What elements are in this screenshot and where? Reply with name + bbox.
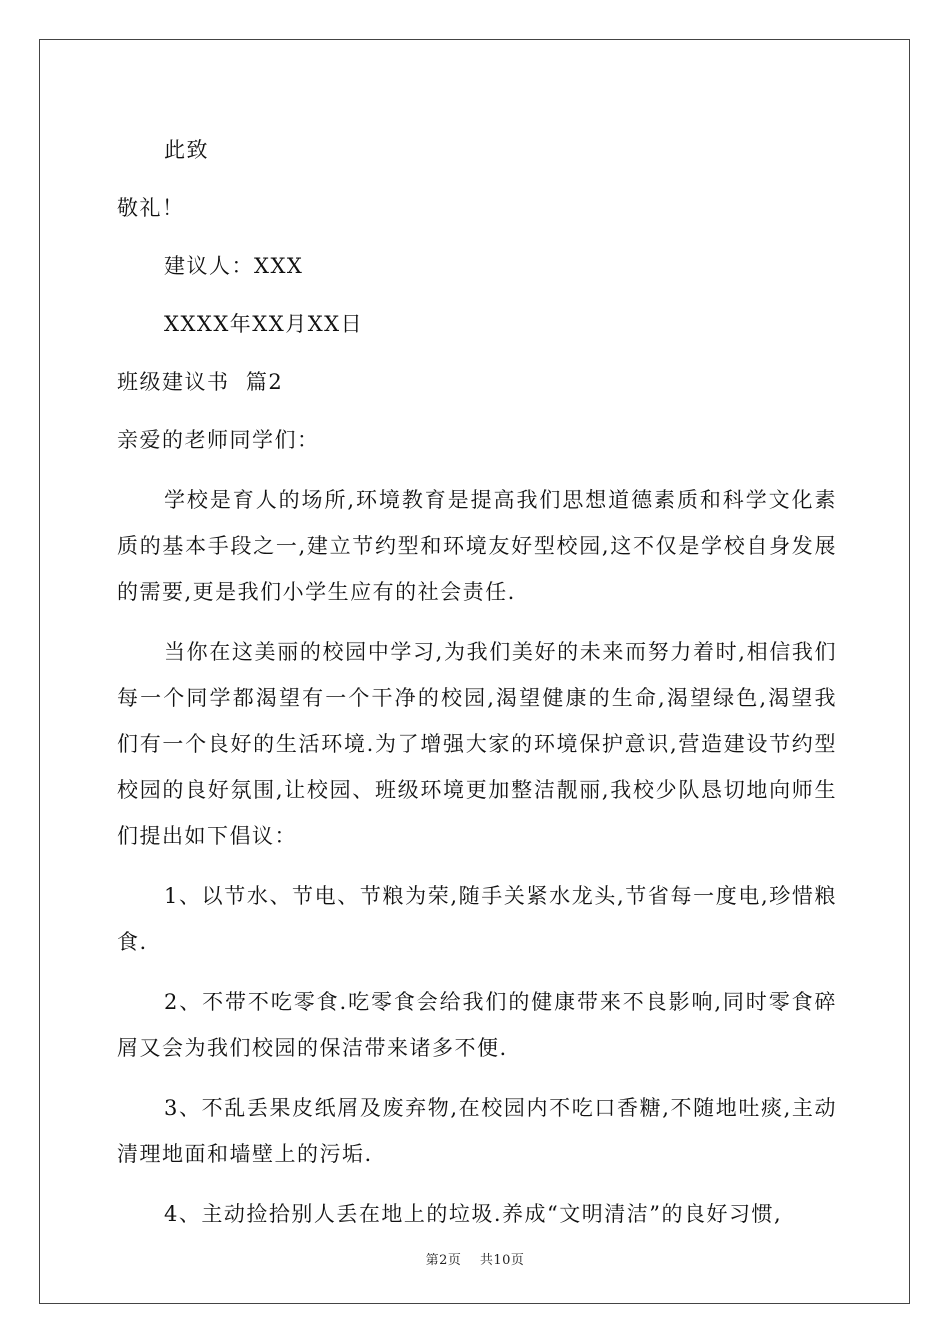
date-line: XXXX年XX月XX日 <box>164 312 364 336</box>
section-title: 班级建议书 篇2 <box>117 370 284 394</box>
closing-salutation: 此致 <box>164 138 209 162</box>
paragraph-appeal: 当你在这美丽的校园中学习,为我们美好的未来而努力着时,相信我们每一个同学都渴望有一个干净的校园,渴望健康的生命,渴望绿色,渴望我们有一个良好的生活环境.为了增强大家的环境保护意识,营造建设节约型校园的良好氛围,让校园、班级环境更加整洁靓丽,我校少队恳切地向师生们提出如下倡议： <box>117 640 837 848</box>
proposer-line: 建议人：XXX <box>164 254 304 278</box>
proposal-item-2: 2、不带不吃零食.吃零食会给我们的健康带来不良影响,同时零食碎屑又会为我们校园的保洁带来诸多不便. <box>117 990 837 1060</box>
proposal-item-4: 4、主动捡拾别人丢在地上的垃圾.养成“文明清洁”的良好习惯, <box>164 1202 783 1226</box>
page-total: 共10页 <box>479 1253 525 1268</box>
paragraph-intro: 学校是育人的场所,环境教育是提高我们思想道德素质和科学文化素质的基本手段之一,建立节约型和环境友好型校园,这不仅是学校自身发展的需要,更是我们小学生应有的社会责任. <box>117 488 837 604</box>
page-number: 第2页 <box>425 1253 462 1268</box>
greeting-line: 亲爱的老师同学们： <box>117 428 320 452</box>
document-body <box>117 127 837 1237</box>
page-footer <box>0 1249 950 1268</box>
proposal-item-1: 1、以节水、节电、节粮为荣,随手关紧水龙头,节省每一度电,珍惜粮食. <box>117 884 837 954</box>
closing-respect: 敬礼！ <box>117 196 185 220</box>
proposal-item-3: 3、不乱丢果皮纸屑及废弃物,在校园内不吃口香糖,不随地吐痰,主动清理地面和墙壁上的污垢. <box>117 1096 837 1166</box>
